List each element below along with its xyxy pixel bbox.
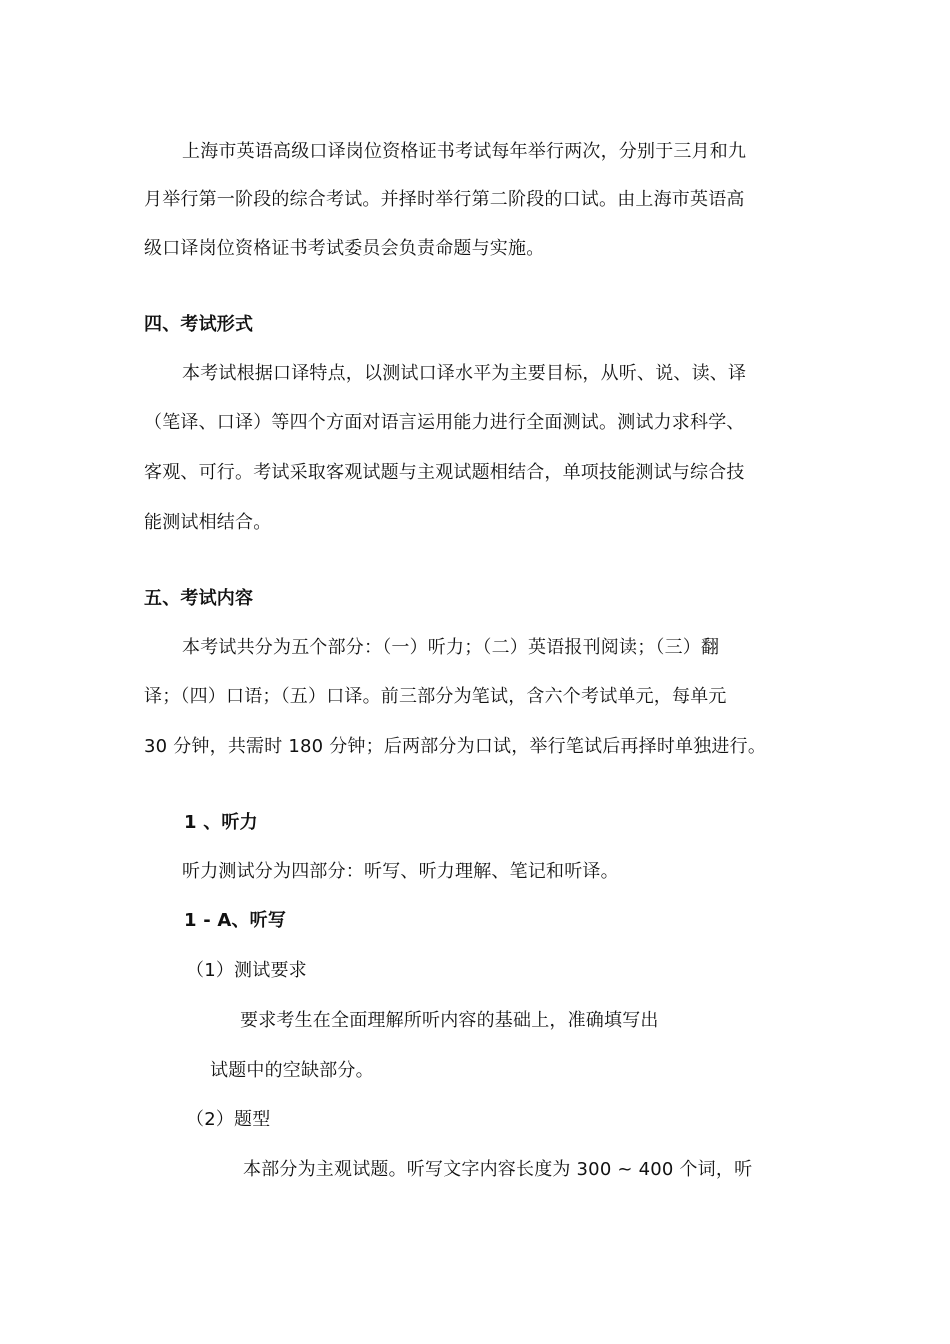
section-5-line-2: 译；（四）口语；（五）口译。前三部分为笔试，含六个考试单元，每单元 xyxy=(144,686,727,707)
section-4-line-2: （笔译、口译）等四个方面对语言运用能力进行全面测试。测试力求科学、 xyxy=(144,412,745,433)
test-requirement-label: （1）测试要求 xyxy=(186,960,307,981)
intro-line-3: 级口译岗位资格证书考试委员会负责命题与实施。 xyxy=(144,238,545,259)
test-requirement-line-2: 试题中的空缺部分。 xyxy=(210,1060,374,1081)
section-5-heading: 五、考试内容 xyxy=(144,588,254,609)
test-requirement-line-1: 要求考生在全面理解所听内容的基础上，准确填写出 xyxy=(240,1010,659,1031)
section-5-line-1: 本考试共分为五个部分：（一）听力；（二）英语报刊阅读；（三）翻 xyxy=(182,637,720,658)
listening-heading: 1 、听力 xyxy=(184,812,258,833)
section-4-line-1: 本考试根据口译特点，以测试口译水平为主要目标，从听、说、读、译 xyxy=(182,363,747,384)
dictation-heading: 1 - A、听写 xyxy=(184,910,287,931)
intro-line-2: 月举行第一阶段的综合考试。并择时举行第二阶段的口试。由上海市英语高 xyxy=(144,189,745,210)
section-4-line-4: 能测试相结合。 xyxy=(144,512,272,533)
section-4-line-3: 客观、可行。考试采取客观试题与主观试题相结合，单项技能测试与综合技 xyxy=(144,462,745,483)
listening-intro: 听力测试分为四部分：听写、听力理解、笔记和听译。 xyxy=(182,861,619,882)
question-type-line-1: 本部分为主观试题。听写文字内容长度为 300 ~ 400 个词，听 xyxy=(243,1159,753,1180)
intro-line-1: 上海市英语高级口译岗位资格证书考试每年举行两次，分别于三月和九 xyxy=(182,141,747,162)
section-5-line-3: 30 分钟，共需时 180 分钟；后两部分为口试，举行笔试后再择时单独进行。 xyxy=(144,736,767,757)
question-type-label: （2）题型 xyxy=(186,1109,271,1130)
section-4-heading: 四、考试形式 xyxy=(144,314,254,335)
